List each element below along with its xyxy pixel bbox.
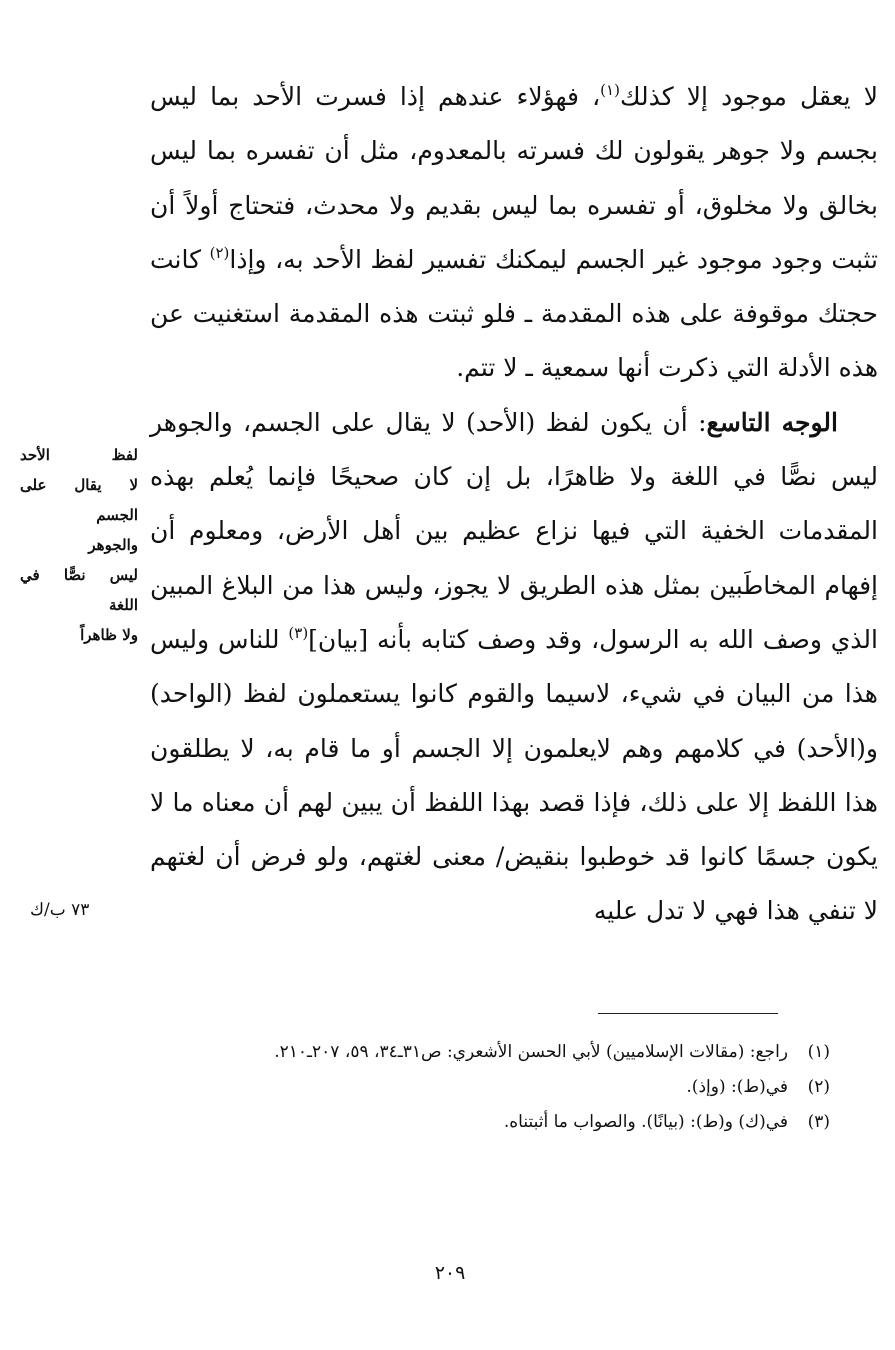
margin-note-line: لفظ الأحد: [20, 446, 138, 464]
footnote-ref-2[interactable]: (٢): [209, 243, 230, 262]
page-number: ٢٠٩: [434, 1262, 466, 1284]
footnote-text: في(ط): (وإذ).: [686, 1077, 788, 1097]
paragraph-2-text-b: للناس وليس هذا من البيان في شيء، لاسيما والقوم كانوا يستعملون لفظ (الواحد) و(الأحد) في كلامهم وهم لايعلمون إلا الجسم أو ما قام به، لا يطلقون هذا اللفظ إلا على ذلك، فإذا قصد بهذا اللفظ أن يبين لهم أن معناه ما لا يكون جسمًا كانوا قد خوطبوا بنقيض/ معنى لغتهم، ولو فرض أن لغتهم لا تنفي هذا فهي لا تدل عليه: [150, 624, 878, 926]
footnote-number: (١): [807, 1042, 830, 1062]
footnote-separator: [598, 1013, 778, 1014]
paragraph-2-lead: الوجه التاسع: [706, 407, 838, 437]
margin-note-line: ليس نصًّا في: [20, 566, 138, 584]
footnote-item: [150, 1107, 830, 1138]
main-text: [150, 70, 878, 939]
footnote-text: راجع: (مقالات الإسلاميين) لأبي الحسن الأشعري: ص٣١ـ٣٤، ٥٩، ٢٠٧ـ٢١٠.: [274, 1042, 788, 1062]
margin-note-line: اللغة: [109, 596, 138, 614]
footnote-number: (٢): [807, 1077, 830, 1097]
manuscript-folio-marker: ٧٣ ب/ك: [30, 900, 90, 920]
margin-note-line: الجسم: [96, 506, 138, 524]
paragraph-2-text-a: : أن يكون لفظ (الأحد) لا يقال على الجسم، والجوهر ليس نصًّا في اللغة ولا ظاهرًا، بل إن كان صحيحًا فإنما يُعلم بهذه المقدمات الخفية التي فيها نزاع عظيم بين أهل الأرض، ومعلوم أن إفهام المخاطَبين بمثل هذه الطريق لا يجوز، وليس هذا من البلاغ المبين الذي وصف الله به الرسول، وقد وصف كتابه بأنه [بيان]: [150, 407, 878, 654]
paragraph-2: [150, 396, 878, 939]
margin-note-line: والجوهر: [88, 536, 138, 554]
margin-note-line: لا يقال على: [20, 476, 138, 494]
footnote-ref-1[interactable]: (١): [600, 81, 620, 99]
footnote-item: [150, 1037, 830, 1068]
footnote-text: في(ك) و(ط): (بيانًا). والصواب ما أثبتناه.: [503, 1112, 788, 1132]
paragraph-1-text-a: لا يعقل موجود إلا كذلك: [619, 82, 878, 111]
paragraph-1-text-b: ، فهؤلاء عندهم إذا فسرت الأحد بما ليس بجسم ولا جوهر يقولون لك فسرته بالمعدوم، مثل أن تفسره بما ليس بخالق ولا مخلوق، أو تفسره بما ليس بقديم ولا محدث، فتحتاج أولاً أن تثبت وجود موجود غير الجسم ليمكنك تفسير لفظ الأحد به، وإذا: [150, 82, 878, 274]
footnotes: [150, 1037, 830, 1142]
footnote-ref-3[interactable]: (٣): [288, 623, 309, 642]
margin-note-line: ولا ظاهراً: [80, 626, 138, 644]
footnote-number: (٣): [807, 1112, 830, 1132]
footnote-item: [150, 1072, 830, 1103]
margin-note: [20, 440, 138, 650]
paragraph-1: [150, 70, 878, 396]
paragraph-1-text-c: كانت حجتك موقوفة على هذه المقدمة ـ فلو ثبتت هذه المقدمة استغنيت عن هذه الأدلة التي ذكرت أنها سمعية ـ لا تتم.: [150, 244, 878, 383]
